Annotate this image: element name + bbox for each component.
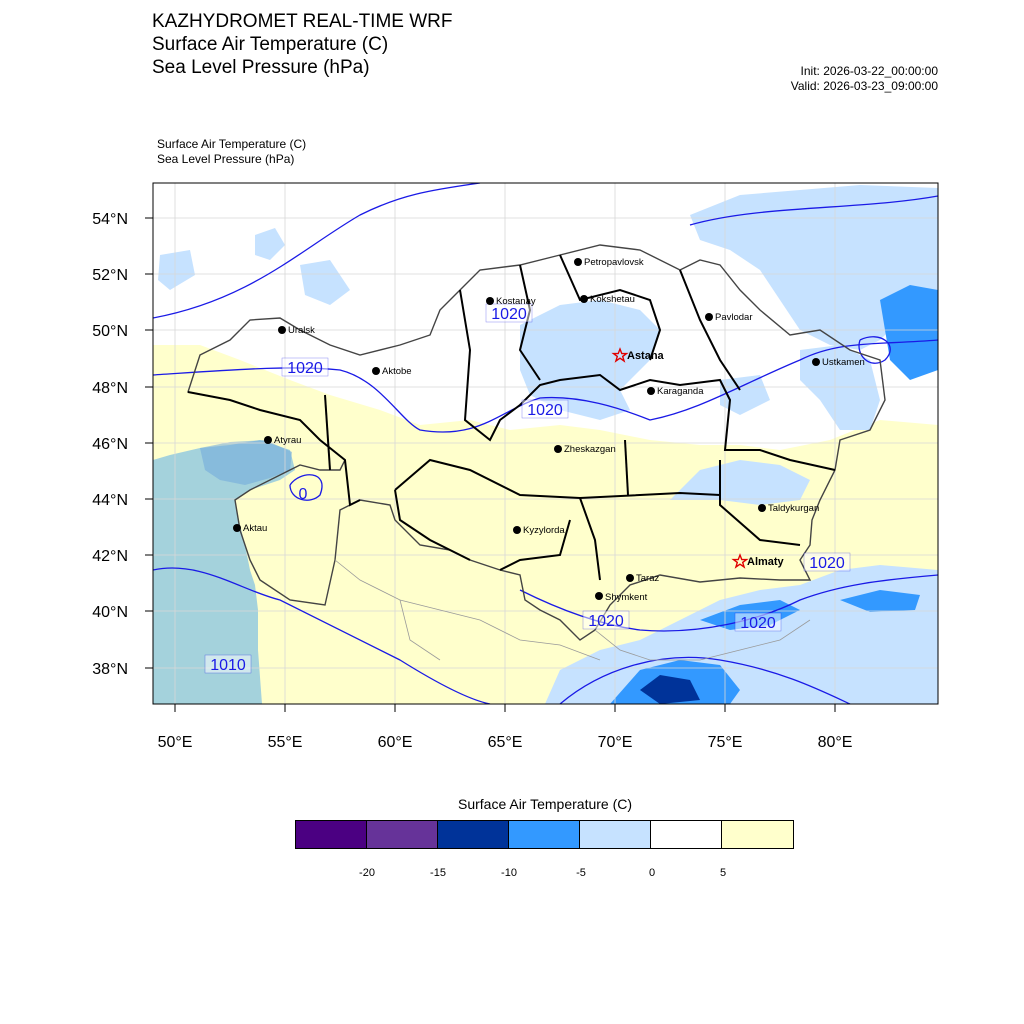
map-fill — [153, 183, 938, 704]
lat-label: 50°N — [92, 323, 128, 340]
lat-label: 52°N — [92, 267, 128, 284]
svg-text:Zheskazgan: Zheskazgan — [564, 444, 616, 455]
colorbar-swatch — [580, 821, 651, 848]
lon-label: 50°E — [157, 734, 193, 751]
lat-label: 40°N — [92, 604, 128, 621]
colorbar-tick-label: -10 — [501, 867, 517, 879]
lon-label: 60°E — [377, 734, 413, 751]
lat-label: 48°N — [92, 380, 128, 397]
contour-label: 1020 — [287, 360, 323, 377]
svg-text:Taraz: Taraz — [636, 573, 660, 584]
svg-text:Aktobe: Aktobe — [382, 366, 412, 377]
colorbar — [295, 820, 794, 849]
init-time: Init: 2026-03-22_00:00:00 — [800, 64, 938, 78]
lat-label: 54°N — [92, 211, 128, 228]
lon-label: 75°E — [707, 734, 743, 751]
svg-text:Shymkent: Shymkent — [605, 592, 648, 603]
lon-label: 70°E — [597, 734, 633, 751]
colorbar-tick-label: 0 — [648, 867, 656, 879]
title-line-2: Surface Air Temperature (C) — [152, 34, 389, 55]
lat-label: 46°N — [92, 436, 128, 453]
city-marker — [554, 444, 616, 455]
colorbar-swatch — [722, 821, 793, 848]
svg-text:Pavlodar: Pavlodar — [715, 312, 753, 323]
colorbar-swatch — [296, 821, 367, 848]
svg-text:Kokshetau: Kokshetau — [590, 294, 635, 305]
colorbar-title: Surface Air Temperature (C) — [457, 796, 633, 812]
svg-text:Taldykurgan: Taldykurgan — [768, 503, 820, 514]
title-line-1: KAZHYDROMET REAL-TIME WRF — [152, 11, 453, 32]
svg-text:Aktau: Aktau — [243, 523, 268, 534]
colorbar-tick-label: -15 — [430, 867, 446, 879]
colorbar-tick-label: -20 — [359, 867, 375, 879]
colorbar-swatch — [509, 821, 580, 848]
contour-label: 1020 — [740, 615, 776, 632]
svg-text:Kyzylorda: Kyzylorda — [523, 525, 565, 536]
valid-time: Valid: 2026-03-23_09:00:00 — [790, 79, 938, 93]
lat-label: 44°N — [92, 492, 128, 509]
svg-text:Astana: Astana — [627, 350, 664, 362]
colorbar-labels — [0, 867, 1024, 883]
contour-label: 1020 — [588, 613, 624, 630]
lon-label: 55°E — [267, 734, 303, 751]
svg-text:Uralsk: Uralsk — [288, 325, 315, 336]
city-marker — [574, 257, 644, 268]
contour-label: 1020 — [491, 306, 527, 323]
contour-label: 0 — [298, 486, 308, 503]
svg-text:Ustkamen: Ustkamen — [822, 357, 865, 368]
svg-text:Atyrau: Atyrau — [274, 435, 302, 446]
colorbar-tick-label: 5 — [719, 867, 727, 879]
lat-label: 42°N — [92, 548, 128, 565]
lon-labels — [158, 734, 853, 751]
svg-text:Kostanay: Kostanay — [496, 296, 536, 307]
colorbar-swatch — [367, 821, 438, 848]
svg-text:Karaganda: Karaganda — [657, 386, 704, 397]
colorbar-tick-label: -5 — [576, 867, 586, 879]
plot-subtitle-line-2: Sea Level Pressure (hPa) — [157, 152, 295, 166]
lat-labels — [92, 211, 128, 678]
svg-text:Almaty: Almaty — [747, 556, 784, 568]
contour-label: 1020 — [527, 402, 563, 419]
city-marker — [758, 503, 819, 514]
lon-label: 65°E — [487, 734, 523, 751]
lat-label: 38°N — [92, 661, 128, 678]
colorbar-swatch — [438, 821, 509, 848]
plot-subtitle-line-1: Surface Air Temperature (C) — [157, 137, 307, 151]
title-line-3: Sea Level Pressure (hPa) — [152, 57, 370, 78]
colorbar-swatch — [651, 821, 722, 848]
contour-label: 1020 — [809, 555, 845, 572]
svg-text:Petropavlovsk: Petropavlovsk — [584, 257, 644, 268]
contour-label: 1010 — [210, 657, 246, 674]
lon-label: 80°E — [817, 734, 853, 751]
